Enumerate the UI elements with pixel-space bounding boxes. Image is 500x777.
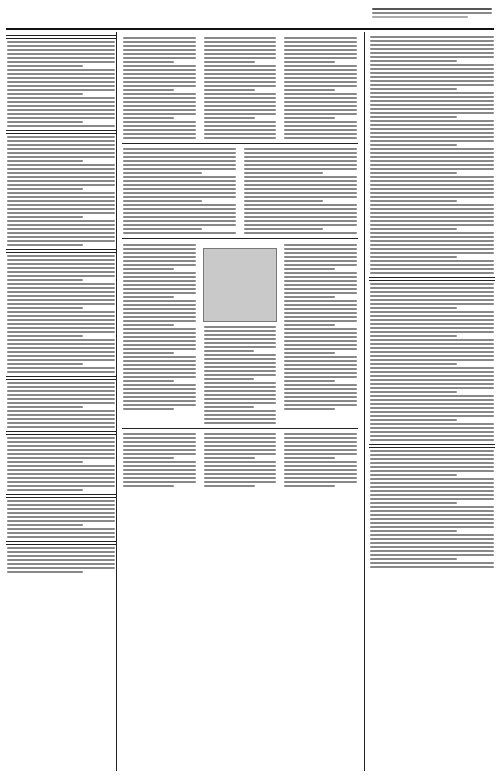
left-article-headline-1 [6, 35, 116, 39]
masthead-dateline [372, 8, 492, 20]
left-column [6, 32, 117, 771]
left-article-body-5 [7, 437, 115, 491]
right-article-headline-3 [369, 444, 495, 448]
right-article-headline-2 [369, 277, 495, 281]
left-article-headline-6 [6, 494, 116, 498]
left-article-body-1 [7, 41, 115, 127]
left-article-headline-3 [6, 249, 116, 253]
left-article-headline-7 [6, 541, 116, 545]
section-divider [122, 143, 358, 144]
left-article-body-3 [7, 255, 115, 373]
left-article-body-7 [7, 547, 115, 573]
right-article-body-2 [370, 283, 494, 441]
right-article-body-3 [370, 450, 494, 568]
section-divider-2 [122, 238, 358, 239]
section-divider-3 [122, 428, 358, 429]
bottom-article-body [122, 433, 358, 487]
left-article-headline-5 [6, 431, 116, 435]
left-article-headline-4 [6, 376, 116, 380]
left-article-headline-2 [6, 130, 116, 134]
lead-article-body [122, 37, 358, 139]
masthead [6, 6, 494, 30]
article-photo [203, 248, 276, 322]
third-article-body [122, 244, 358, 424]
center-column [122, 32, 358, 771]
left-article-body-6 [7, 500, 115, 538]
left-article-body-2 [7, 136, 115, 246]
second-article-body [122, 148, 358, 234]
right-column [364, 32, 495, 771]
left-article-body-4 [7, 382, 115, 428]
right-article-body-1 [370, 36, 494, 274]
